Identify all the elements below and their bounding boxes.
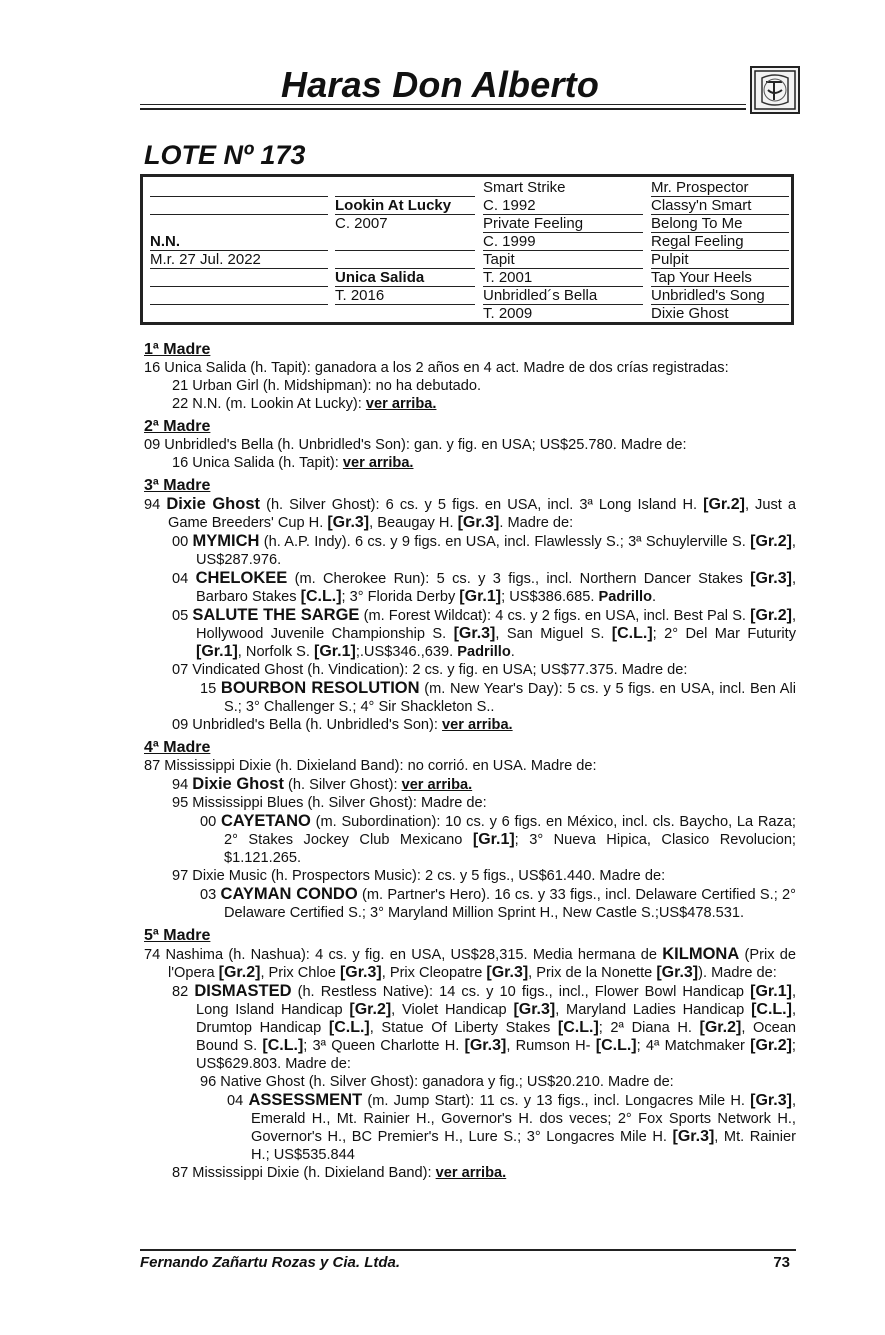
pedigree-cell: C. 2007 (335, 215, 388, 232)
pedigree-entry (144, 867, 796, 885)
pedigree-entry (144, 794, 796, 812)
pedigree-cell (335, 179, 475, 197)
entry-text: ; US$386.685. (501, 589, 599, 605)
entry-text: , Drumtop Handicap (196, 1002, 796, 1036)
entry-text: ; 3° Florida Derby (341, 589, 460, 605)
pedigree-cell (150, 269, 328, 287)
horse-name: KILMONA (662, 945, 740, 963)
entry-text: (m. Cherokee Run): 5 cs. y 3 figs., incl. Northern Dancer Stakes (287, 571, 751, 587)
entry-text: 94 (172, 777, 193, 793)
entry-text: 16 Unica Salida (h. Tapit): (172, 455, 343, 471)
pedigree-cell: Tap Your Heels (651, 269, 789, 287)
entry-text: , Emerald H., Mt. Rainier H., Governor's H. dos veces; 2° Fox Sports Network H., Governor's H., BC Premier's H., Lure S.; 3° Longacres Mile H. (251, 1093, 796, 1145)
pedigree-entry (144, 569, 796, 606)
pedigree-cell: Unica Salida (335, 269, 475, 287)
entry-text: , Prix Cleopatre (381, 965, 487, 981)
pedigree-cell: T. 2016 (335, 287, 475, 305)
cross-reference: ver arriba. (342, 455, 414, 471)
entry-text: 97 Dixie Music (h. Prospectors Music): 2 cs. y 5 figs., US$61.440. Madre de: (172, 868, 666, 884)
grade-label: [Gr.3] (464, 1037, 507, 1054)
entry-text: , US$287.976. (196, 534, 796, 568)
entry-text: 05 (172, 608, 193, 624)
entry-text: 16 Unica Salida (h. Tapit): ganadora a los 2 años en 4 act. Madre de dos crías registradas: (144, 360, 729, 376)
grade-label: [Gr.1] (196, 643, 238, 660)
pedigree-row (143, 287, 791, 305)
entry-text: 04 (172, 571, 196, 587)
entry-text: 04 (227, 1093, 249, 1109)
horse-name: BOURBON RESOLUTION (220, 679, 420, 697)
entry-text: ; 4ª Matchmaker (636, 1038, 751, 1054)
entry-text: 74 Nashima (h. Nashua): 4 cs. y fig. en USA, US$28,315. Media hermana de (144, 947, 663, 963)
grade-label: [C.L.] (262, 1037, 304, 1054)
pedigree-entry (144, 532, 796, 569)
entry-text: (h. A.P. Indy). 6 cs. y 9 figs. en USA, incl. Flawlessly S.; 3ª Schuylerville S. (259, 534, 751, 550)
grade-label: [Gr.3] (750, 1092, 792, 1109)
page-title: Haras Don Alberto (280, 64, 600, 105)
lot-number: LOTE Nº 173 (144, 140, 306, 170)
entry-text: 82 (172, 984, 195, 1000)
pedigree-cell (150, 215, 328, 232)
grade-label: [Gr.2] (703, 496, 745, 513)
grade-label: [Gr.2] (349, 1001, 392, 1018)
pedigree-row (143, 233, 791, 251)
entry-text: (h. Restless Native): 14 cs. y 10 figs., incl., Flower Bowl Handicap (291, 984, 751, 1000)
entry-text: Padrillo (598, 589, 652, 605)
pedigree-cell (335, 233, 475, 251)
pedigree-cell: T. 2001 (483, 269, 643, 287)
pedigree-cell: C. 1992 (483, 197, 643, 215)
horse-name: CHELOKEE (195, 569, 288, 587)
grade-label: [Gr.2] (750, 607, 792, 624)
pedigree-entry (144, 1164, 796, 1182)
entry-text: 00 (172, 534, 193, 550)
grade-label: [C.L.] (611, 625, 653, 642)
entry-text: (Prix de l'Opera (168, 947, 797, 981)
entry-text: . (510, 644, 515, 660)
entry-text: , Hollywood Juvenile Championship S. (196, 608, 796, 642)
pedigree-cell: M.r. 27 Jul. 2022 (150, 251, 328, 269)
grade-label: [Gr.3] (457, 514, 500, 531)
horse-name: CAYETANO (221, 812, 311, 830)
pedigree-cell: Regal Feeling (651, 233, 789, 251)
entry-text: 95 Mississippi Blues (h. Silver Ghost): Madre de: (172, 795, 487, 811)
horse-name: Dixie Ghost (166, 495, 261, 513)
pedigree-cell: N.N. (150, 233, 328, 251)
pedigree-entry (144, 679, 796, 716)
pedigree-table (140, 174, 794, 325)
pedigree-entry (144, 812, 796, 867)
entry-text: , Ocean Bound S. (196, 1020, 796, 1054)
pedigree-entry (144, 495, 796, 532)
pedigree-cell: Belong To Me (651, 215, 789, 233)
grade-label: [Gr.2] (699, 1019, 742, 1036)
entry-text: , Violet Handicap (391, 1002, 514, 1018)
pedigree-cell: Pulpit (651, 251, 789, 269)
entry-text: Padrillo (457, 644, 511, 660)
horse-name: DISMASTED (194, 982, 292, 1000)
entry-text: (m. Jump Start): 11 cs. y 13 figs., incl. Longacres Mile H. (362, 1093, 751, 1109)
pedigree-cell: Lookin At Lucky (335, 197, 475, 215)
pedigree-entry (144, 775, 796, 794)
horse-name: ASSESSMENT (248, 1091, 363, 1109)
grade-label: [Gr.3] (327, 514, 370, 531)
entry-text: (m. Partner's Hero). 16 cs. y 33 figs., incl. Delaware Certified S.; 2° Delaware Certified S.; 3° Maryland Million Sprint H., New Castle S.;US$478.531. (224, 887, 796, 921)
grade-label: [Gr.1] (472, 831, 515, 848)
family-content (144, 336, 796, 1182)
haras-logo-icon (750, 66, 800, 114)
pedigree-cell (150, 287, 328, 305)
grade-label: [C.L.] (595, 1037, 637, 1054)
pedigree-entry (144, 757, 796, 775)
pedigree-cell (335, 251, 475, 269)
entry-text: . (652, 589, 657, 605)
header-rule-thick (140, 108, 746, 110)
pedigree-cell: Private Feeling (483, 215, 643, 233)
entry-text: 21 Urban Girl (h. Midshipman): no ha debutado. (172, 378, 482, 394)
page-number: 73 (773, 1254, 790, 1271)
pedigree-entry (144, 395, 796, 413)
pedigree-row (143, 305, 791, 323)
entry-text: , Maryland Ladies Handicap (555, 1002, 752, 1018)
pedigree-cell (150, 197, 328, 215)
entry-text: 03 (200, 887, 221, 903)
entry-text: . Madre de: (499, 515, 574, 531)
pedigree-cell: Classy'n Smart (651, 197, 789, 215)
entry-text: (m. Forest Wildcat): 4 cs. y 2 figs. en USA, incl. Best Pal S. (359, 608, 751, 624)
pedigree-entry (144, 945, 796, 982)
entry-text: (m. Subordination): 10 cs. y 6 figs. en México, incl. cls. Baycho, La Raza; 2° Stakes Jockey Club Mexicano (224, 814, 796, 848)
grade-label: [Gr.2] (750, 533, 792, 550)
horse-name: SALUTE THE SARGE (192, 606, 360, 624)
grade-label: [Gr.3] (656, 964, 699, 981)
grade-label: [Gr.2] (750, 1037, 792, 1054)
pedigree-entry (144, 661, 796, 679)
horse-name: Dixie Ghost (192, 775, 284, 793)
entry-text: , Long Island Handicap (196, 984, 796, 1018)
pedigree-entry (144, 454, 796, 472)
pedigree-cell: C. 1999 (483, 233, 643, 251)
cross-reference: ver arriba. (365, 396, 437, 412)
pedigree-cell: Tapit (483, 251, 643, 269)
entry-text: , Rumson H- (506, 1038, 596, 1054)
page-header (140, 60, 800, 112)
entry-text: 00 (200, 814, 221, 830)
pedigree-entry (144, 436, 796, 454)
entry-text: , Prix Chloe (260, 965, 340, 981)
grade-label: [Gr.3] (672, 1128, 715, 1145)
pedigree-cell (335, 305, 475, 323)
entry-text: ;.US$346.,639. (355, 644, 458, 660)
page-footer (140, 1249, 796, 1271)
grade-label: [Gr.3] (453, 625, 496, 642)
grade-label: [Gr.2] (218, 964, 261, 981)
pedigree-entry (144, 982, 796, 1073)
entry-text: 96 Native Ghost (h. Silver Ghost): ganadora y fig.; US$20.210. Madre de: (200, 1074, 674, 1090)
entry-text: , San Miguel S. (495, 626, 612, 642)
entry-text: (h. Silver Ghost): (283, 777, 402, 793)
entry-text: ; US$629.803. Madre de: (196, 1038, 796, 1072)
section-title: 2ª Madre (144, 418, 211, 435)
entry-text: 09 Unbridled's Bella (h. Unbridled's Son): gan. y fig. en USA; US$25.780. Madre de: (144, 437, 687, 453)
section-title: 1ª Madre (144, 341, 211, 358)
pedigree-entry (144, 377, 796, 395)
pedigree-entry (144, 1091, 796, 1164)
entry-text: (m. New Year's Day): 5 cs. y 5 figs. en USA, incl. Ben Ali S.; 3° Challenger S.; 4° Sir Shackleton S.. (224, 681, 796, 715)
entry-text: 09 Unbridled's Bella (h. Unbridled's Son): (172, 717, 443, 733)
entry-text: , Just a Game Breeders' Cup H. (168, 497, 797, 531)
section-title: 4ª Madre (144, 739, 211, 756)
pedigree-row (143, 269, 791, 287)
pedigree-entry (144, 885, 796, 922)
grade-label: [C.L.] (557, 1019, 599, 1036)
pedigree-cell: T. 2009 (483, 305, 643, 323)
cross-reference: ver arriba. (401, 777, 473, 793)
section-title: 3ª Madre (144, 477, 211, 494)
entry-text: 87 Mississippi Dixie (h. Dixieland Band): (172, 1165, 436, 1181)
entry-text: , Statue Of Liberty Stakes (369, 1020, 558, 1036)
entry-text: ; 2ª Diana H. (598, 1020, 700, 1036)
entry-text: 94 (144, 497, 167, 513)
section-title: 5ª Madre (144, 927, 211, 944)
entry-text: 22 N.N. (m. Lookin At Lucky): (172, 396, 366, 412)
entry-text: ). Madre de: (698, 965, 777, 981)
pedigree-cell (150, 305, 328, 323)
header-rule (140, 104, 746, 105)
pedigree-entry (144, 716, 796, 734)
grade-label: [Gr.3] (513, 1001, 556, 1018)
entry-text: , Norfolk S. (237, 644, 315, 660)
entry-text: (h. Silver Ghost): 6 cs. y 5 figs. en USA, incl. 3ª Long Island H. (260, 497, 704, 513)
grade-label: [C.L.] (300, 588, 342, 605)
pedigree-row (143, 215, 791, 233)
pedigree-entry (144, 1073, 796, 1091)
entry-text: , Mt. Rainier H.; US$535.844 (251, 1129, 797, 1163)
horse-name: CAYMAN CONDO (220, 885, 358, 903)
cross-reference: ver arriba. (435, 1165, 507, 1181)
grade-label: [Gr.1] (750, 983, 792, 1000)
pedigree-cell: Mr. Prospector (651, 179, 789, 197)
pedigree-cell: Unbridled's Song (651, 287, 789, 305)
pedigree-cell: Smart Strike (483, 179, 566, 196)
grade-label: [Gr.3] (486, 964, 529, 981)
grade-label: [C.L.] (328, 1019, 370, 1036)
pedigree-cell: Dixie Ghost (651, 305, 789, 323)
entry-text: , Prix de la Nonette (528, 965, 657, 981)
grade-label: [Gr.1] (459, 588, 502, 605)
pedigree-entry (144, 359, 796, 377)
grade-label: [Gr.3] (750, 570, 792, 587)
pedigree-entry (144, 606, 796, 661)
grade-label: [Gr.3] (339, 964, 382, 981)
grade-label: [C.L.] (751, 1001, 792, 1018)
pedigree-row (143, 197, 791, 215)
grade-label: [Gr.1] (314, 643, 356, 660)
entry-text: 07 Vindicated Ghost (h. Vindication): 2 cs. y fig. en USA; US$77.375. Madre de: (172, 662, 688, 678)
cross-reference: ver arriba. (442, 717, 513, 733)
pedigree-row (143, 251, 791, 269)
footer-publisher: Fernando Zañartu Rozas y Cia. Ltda. (140, 1254, 401, 1271)
pedigree-cell: Unbridled´s Bella (483, 287, 643, 305)
entry-text: 87 Mississippi Dixie (h. Dixieland Band): no corrió. en USA. Madre de: (144, 758, 597, 774)
entry-text: , Beaugay H. (369, 515, 458, 531)
entry-text: ; 3° Nueva Hipica, Clasico Revolucion; $1.121.265. (224, 832, 796, 866)
pedigree-cell (150, 179, 328, 197)
horse-name: MYMICH (192, 532, 260, 550)
entry-text: ; 3ª Queen Charlotte H. (303, 1038, 465, 1054)
entry-text: 15 (200, 681, 221, 697)
pedigree-row (143, 179, 791, 197)
entry-text: , Barbaro Stakes (196, 571, 796, 605)
entry-text: ; 2° Del Mar Futurity (652, 626, 796, 642)
